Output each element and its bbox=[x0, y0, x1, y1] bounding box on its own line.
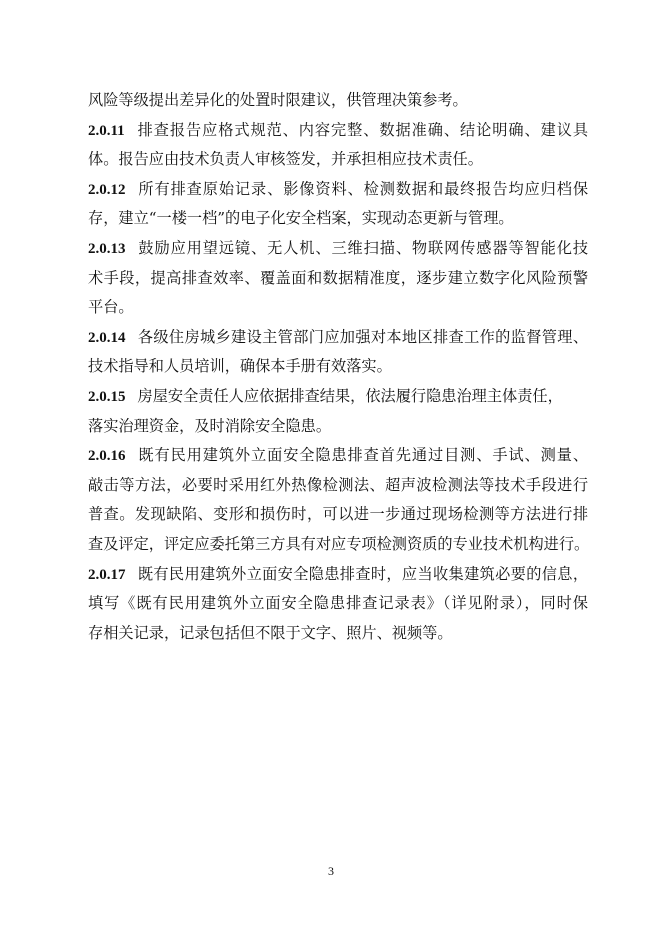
clause-2-0-11-line-2: 体。报告应由技术负责人审核签发，并承担相应技术责任。 bbox=[88, 150, 483, 169]
clause-2-0-17-line-3: 存相关记录，记录包括但不限于文字、照片、视频等。 bbox=[88, 623, 453, 642]
clause-2-0-16-line-2: 敲击等方法，必要时采用红外热像检测法、超声波检测法等技术手段进行 bbox=[88, 475, 588, 494]
clause-2-0-15-line-2: 落实治理资金，及时消除安全隐患。 bbox=[88, 416, 331, 435]
clause-number: 2.0.17 bbox=[88, 566, 126, 583]
document-body bbox=[88, 86, 588, 648]
clause-2-0-11-line-1: 2.0.11 排查报告应格式规范、内容完整、数据准确、结论明确、建议具 bbox=[88, 120, 588, 139]
clause-number: 2.0.12 bbox=[88, 181, 126, 198]
clause-number: 2.0.13 bbox=[88, 240, 126, 257]
clause-2-0-16-line-3: 普查。发现缺陷、变形和损伤时，可以进一步通过现场检测等方法进行排 bbox=[88, 505, 588, 524]
clause-2-0-12-line-1: 2.0.12 所有排查原始记录、影像资料、检测数据和最终报告均应归档保 bbox=[88, 179, 588, 198]
page-number: 3 bbox=[328, 864, 334, 878]
clause-2-0-14-line-2: 技术指导和人员培训，确保本手册有效落实。 bbox=[88, 357, 392, 376]
clause-number: 2.0.11 bbox=[88, 122, 125, 139]
clause-2-0-17-line-2: 填写《既有民用建筑外立面安全隐患排查记录表》（详见附录），同时保 bbox=[88, 594, 588, 613]
clause-2-0-16-line-4: 查及评定，评定应委托第三方具有对应专项检测资质的专业技术机构进行。 bbox=[88, 534, 590, 553]
clause-2-0-13-line-1: 2.0.13 鼓励应用望远镜、无人机、三维扫描、物联网传感器等智能化技 bbox=[88, 238, 588, 257]
paragraph-continuation-line: 风险等级提出差异化的处置时限建议，供管理决策参考。 bbox=[88, 91, 468, 109]
clause-2-0-16-line-1: 2.0.16 既有民用建筑外立面安全隐患排查首先通过目测、手试、测量、 bbox=[88, 446, 588, 465]
clause-2-0-15-line-1: 2.0.15 房屋安全责任人应依据排查结果，依法履行隐患治理主体责任， bbox=[88, 386, 563, 405]
clause-2-0-14-line-1: 2.0.14 各级住房城乡建设主管部门应加强对本地区排查工作的监督管理、 bbox=[88, 327, 588, 346]
clause-number: 2.0.15 bbox=[88, 388, 126, 405]
clause-2-0-12-line-2: 存，建立“一楼一档”的电子化安全档案，实现动态更新与管理。 bbox=[88, 209, 514, 228]
clause-2-0-13-line-3: 平台。 bbox=[88, 298, 134, 317]
clause-2-0-13-line-2: 术手段，提高排查效率、覆盖面和数据精准度，逐步建立数字化风险预警 bbox=[88, 268, 588, 287]
clause-2-0-17-line-1: 2.0.17 既有民用建筑外立面安全隐患排查时，应当收集建筑必要的信息， bbox=[88, 564, 588, 583]
clause-number: 2.0.14 bbox=[88, 329, 126, 346]
clause-number: 2.0.16 bbox=[88, 448, 126, 465]
